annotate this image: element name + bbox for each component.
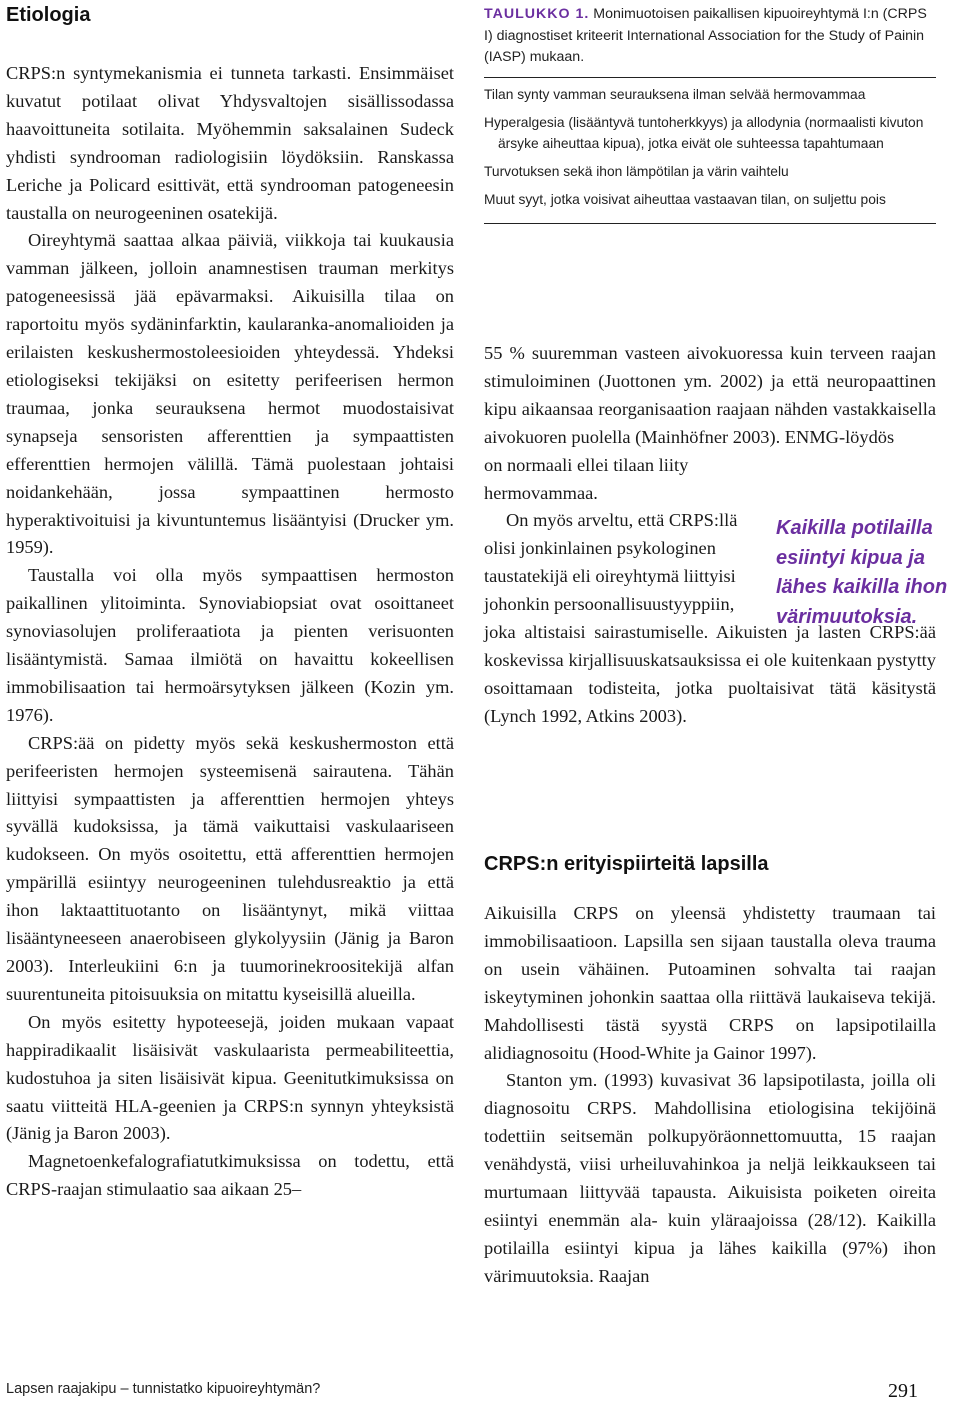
table-bottom-rule — [484, 223, 936, 224]
table-rows — [484, 78, 936, 223]
pull-quote: Kaikilla potilailla esiintyi kipua ja lähes kaikilla ihon värimuutoksia. — [776, 517, 948, 628]
paragraph: Oireyhtymä saattaa alkaa päiviä, viikkoja tai kuukausia vamman jälkeen, jolloin anamnestisen trauman merkitys patogeneesissä jää epävarmaksi. Aikuisilla tilaa on raportoitu myös sydäninfarktin, kaularanka-anomalioiden ja erilaisten keskushermostoleesioiden yhteydessä. Yhdeksi etiologiseksi tekijäksi on esitetty perifeerisen hermon traumaa, jonka seurauksena hermot muodostaisivat synapseja sensoristen afferenttien ja sympaattisten efferenttien hermojen välillä. Tämä puolestaan johtaisi noidankehään, jossa sympaattinen hermosto hyperaktivoituisi ja kivuntuntemus lisääntyisi (Drucker ym. 1959). — [6, 230, 454, 558]
table-row: Muut syyt, jotka voisivat aiheuttaa vastaavan tilan, on suljettu pois — [484, 191, 886, 207]
table-row: Turvotuksen sekä ihon lämpötilan ja värin vaihtelu — [484, 163, 789, 179]
paragraph: Aikuisilla CRPS on yleensä yhdistetty traumaan tai immobilisaatioon. Lapsilla sen sijaan taustalla oleva trauma on usein vähäinen. Putoaminen sohvalta tai raajan iskeytyminen johonkin saattaa olla riittävä laukaiseva tekijä. Mahdollisesti tästä syystä CRPS on lapsipotilailla alidiagnosoitu (Hood-White ja Gainor 1997). — [484, 903, 936, 1063]
paragraph: Magnetoenkefalografiatutkimuksissa on todettu, että CRPS-raajan stimulaatio saa aikaan 25– — [6, 1151, 454, 1200]
right-body-text-b — [484, 900, 936, 1291]
paragraph: Stanton ym. (1993) kuvasivat 36 lapsipotilasta, joilla oli diagnosoitu CRPS. Mahdollisina etiologisina tekijöinä todettiin seitsemän polkupyöräonnettomuutta, 15 raajan venähdystä, viisi urheiluvahinkoa ja neljä leikkaukseen tai murtumaan liittyvää tapausta. Aikuisista poiketen oireita esiintyi enemmän ala- kuin yläraajoissa (28/12). Kaikilla potilailla esiintyi kipua ja lähes kaikilla (97%) ihon värimuutoksia. Raajan — [484, 1070, 936, 1286]
paragraph: On myös esitetty hypoteesejä, joiden mukaan vapaat happiradikaalit lisäisivät vaskulaarista permeabiliteettia, kudostuhoa ja siten lisäisivät kipua. Geenitutkimuksissa on saatu viitteitä HLA-geenien ja CRPS:n synnyn yhteyksistä (Jänig ja Baron 2003). — [6, 1011, 454, 1144]
paragraph: joka altistaisi sairastumiselle. Aikuisten ja lasten CRPS:ää koskevissa kirjallisuuskatsauksissa ei ole kuitenkaan pystytty osoittamaan todisteita, jotka puoltaisivat tätä käsitystä (Lynch 1992, Atkins 2003). — [484, 622, 936, 726]
table-caption-text: Monimuotoisen paikallisen kipuoireyhtymä I:n (CRPS I) diagnostiset kriteerit International Association for the Study of Painin (IASP) mukaan. — [484, 6, 927, 65]
paragraph: 55 % suuremman vasteen aivokuoressa kuin terveen raajan stimuloiminen (Juottonen ym. 2002) ja että neuropaattinen kipu aikaansaa reorganisaation raajaan nähden vastakkaisella aivokuoren puolella (Mainhöfner 2003). ENMG-löydös — [484, 343, 936, 447]
table-row: Tilan synty vamman seurauksena ilman selvää hermovammaa — [484, 86, 866, 102]
table-label: TAULUKKO 1. — [484, 6, 590, 22]
section-heading-lapsilla: CRPS:n erityispiirteitä lapsilla — [484, 853, 769, 875]
table-row: Hyperalgesia (lisääntyvä tuntoherkkyys) ja allodynia (normaalisti kivuton ärsyke aiheuttaa kipua), jotka eivät ole suhteessa tapahtumaan — [484, 114, 924, 151]
table-caption — [484, 4, 936, 69]
paragraph-narrow: on normaali ellei tilaan liity hermovammaa. — [484, 454, 689, 503]
left-body-text — [6, 60, 454, 1204]
paragraph: CRPS:ää on pidetty myös sekä keskushermoston että perifeeristen hermojen systeemisenä sairautena. Tähän liittyisi sympaattisten ja afferenttien hermojen yhteys syvällä kudoksissa, ja tämä vaikuttaisi vaskulaariseen kudokseen. On myös osoitettu, että afferenttien hermojen ympärillä esiintyy neurogeeninen tulehdusreaktio ja että ihon laktaattituotanto on lisääntynyt, mikä viittaa lisääntyneeseen anaerobiseen glykolyysiin (Jänig ja Baron 2003). Interleukiini 6:n ja tuumorinekroositekijä alfan suurentuneita pitoisuuksia on mitattu kyseisillä alueilla. — [6, 732, 454, 1004]
page-number: 291 — [888, 1380, 918, 1402]
running-title: Lapsen raajakipu – tunnistatko kipuoireyhtymän? — [6, 1381, 321, 1397]
section-heading-etiologia: Etiologia — [6, 4, 91, 26]
criteria-table — [484, 4, 936, 224]
paragraph: CRPS:n syntymekanismia ei tunneta tarkasti. Ensimmäiset kuvatut potilaat olivat Yhdysvaltojen sisällissodassa haavoittuneita sotilaita. Myöhemmin saksalainen Sudeck yhdisti syndrooman radiologisiin löydöksiin. Ranskassa Leriche ja Policard esittivät, että syndrooman patogeneesin taustalla on neurogeeninen osatekijä. — [6, 63, 454, 223]
paragraph-narrow: On myös arveltu, että CRPS:llä olisi jonkinlainen psykologinen taustatekijä eli oireyhtymä liittyisi johonkin persoonallisuustyyppiin, — [484, 510, 738, 615]
paragraph: Taustalla voi olla myös sympaattisen hermoston paikallinen ylitoiminta. Synoviabiopsiat ovat osoittaneet synoviasolujen proliferaatiota ja pienten verisuonten lisääntymistä. Samaa ilmiötä on havaittu kokeellisen immobilisaation tai hermoärsytyksen jälkeen (Kozin ym. 1976). — [6, 565, 454, 725]
